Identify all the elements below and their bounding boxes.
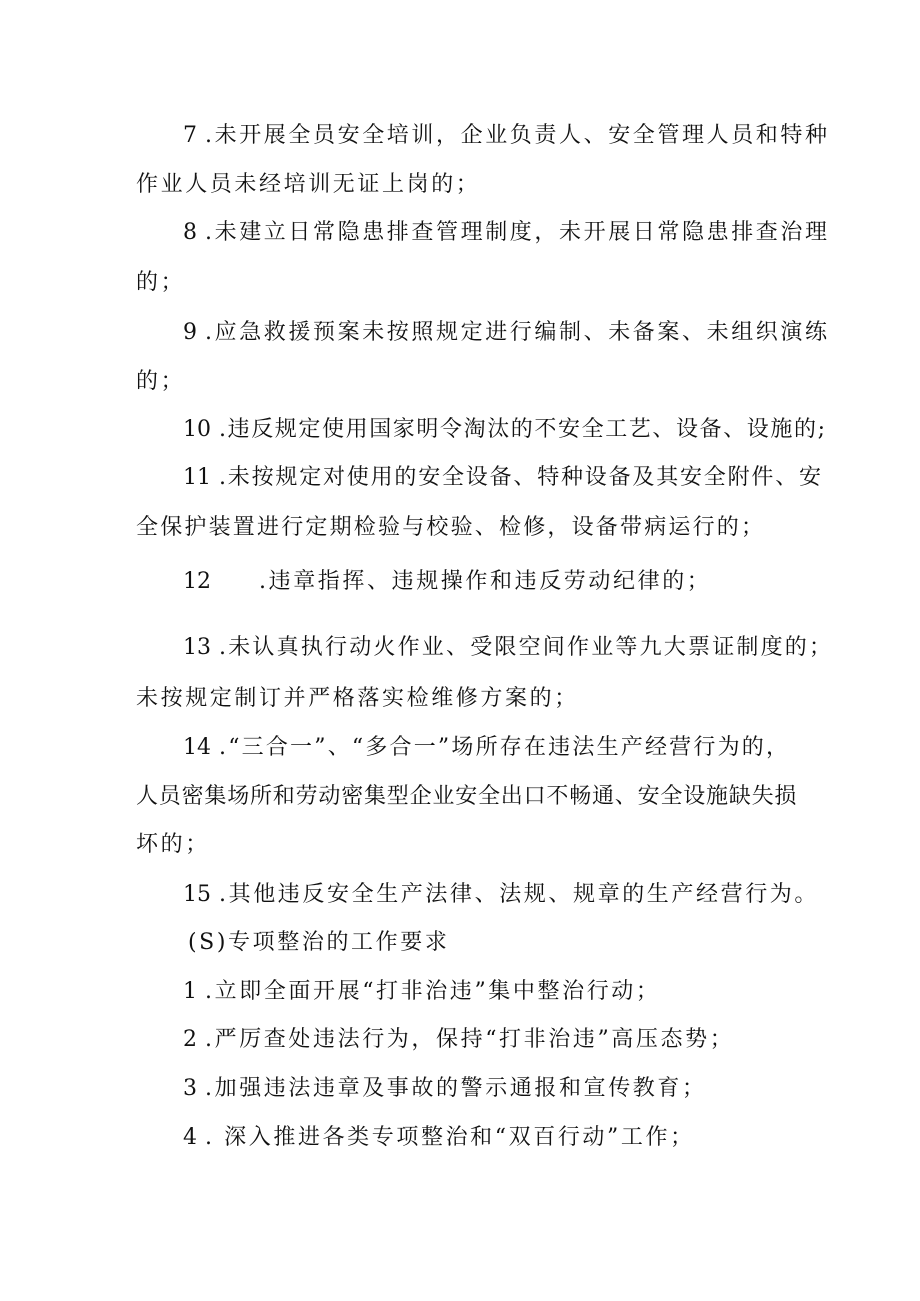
item-text: .“三合一”、“多合一”场所存在违法生产经营行为的， — [219, 735, 791, 760]
item-9-line-1 — [183, 318, 830, 348]
requirement-text: .严厉查处违法行为，保持“打非治违”高压态势； — [205, 1027, 735, 1052]
item-8-line-2: 的； — [136, 270, 186, 295]
item-number: 7 — [183, 123, 197, 148]
requirement-3 — [183, 1074, 806, 1104]
requirement-text: . 深入推进各类专项整治和“双百行动”工作； — [205, 1125, 695, 1150]
item-text: .其他违反安全生产法律、法规、规章的生产经营行为。 — [219, 882, 819, 907]
item-text: .未认真执行动火作业、受限空间作业等九大票证制度的； — [219, 635, 834, 660]
requirement-number: 4 — [183, 1125, 197, 1150]
item-number: 9 — [183, 320, 197, 345]
item-10-line-1 — [183, 415, 827, 445]
requirement-2 — [183, 1025, 806, 1055]
item-number: 11 — [183, 465, 211, 490]
item-14-line-1 — [183, 733, 806, 763]
item-text: .未建立日常隐患排查管理制度，未开展日常隐患排查治理 — [205, 220, 830, 245]
item-text: .应急救援预案未按照规定进行编制、未备案、未组织演练 — [205, 320, 830, 345]
item-number: 13 — [183, 635, 211, 660]
requirement-number: 2 — [183, 1027, 197, 1052]
item-7-line-1 — [183, 121, 830, 151]
item-text: .违章指挥、违规操作和违反劳动纪律的； — [259, 569, 712, 594]
requirement-4 — [183, 1123, 806, 1153]
item-11-line-1 — [183, 463, 823, 493]
item-number: 14 — [183, 735, 211, 760]
item-number: 10 — [183, 417, 211, 442]
requirement-number: 1 — [183, 979, 197, 1004]
item-13-line-1 — [183, 633, 834, 663]
requirement-text: .加强违法违章及事故的警示通报和宣传教育； — [205, 1076, 707, 1101]
item-number: 15 — [183, 882, 211, 907]
item-7-line-2: 作业人员未经培训无证上岗的； — [136, 172, 481, 197]
item-text: .违反规定使用国家明令淘汰的不安全工艺、设备、设施的; — [219, 417, 827, 442]
item-14-line-2: 人员密集场所和劳动密集型企业安全出口不畅通、安全设施缺失损 — [136, 784, 798, 809]
item-text: .未开展全员安全培训，企业负责人、安全管理人员和特种 — [205, 123, 830, 148]
section-heading: (S)专项整治的工作要求 — [188, 930, 450, 955]
item-number: 12 — [183, 569, 211, 594]
item-number: 8 — [183, 220, 197, 245]
item-14-line-3: 坏的； — [136, 832, 210, 857]
item-15-line-1 — [183, 880, 819, 910]
item-9-line-2: 的； — [136, 369, 186, 394]
item-12-line-1 — [183, 567, 806, 597]
requirement-number: 3 — [183, 1076, 197, 1101]
item-text: .未按规定对使用的安全设备、特种设备及其安全附件、安 — [219, 465, 823, 490]
item-8-line-1 — [183, 218, 830, 248]
item-11-line-2: 全保护装置进行定期检验与校验、检修，设备带病运行的； — [136, 515, 766, 540]
item-13-line-2: 未按规定制订并严格落实检维修方案的； — [136, 686, 579, 711]
requirement-text: .立即全面开展“打非治违”集中整治行动； — [205, 979, 661, 1004]
requirement-1 — [183, 977, 806, 1007]
